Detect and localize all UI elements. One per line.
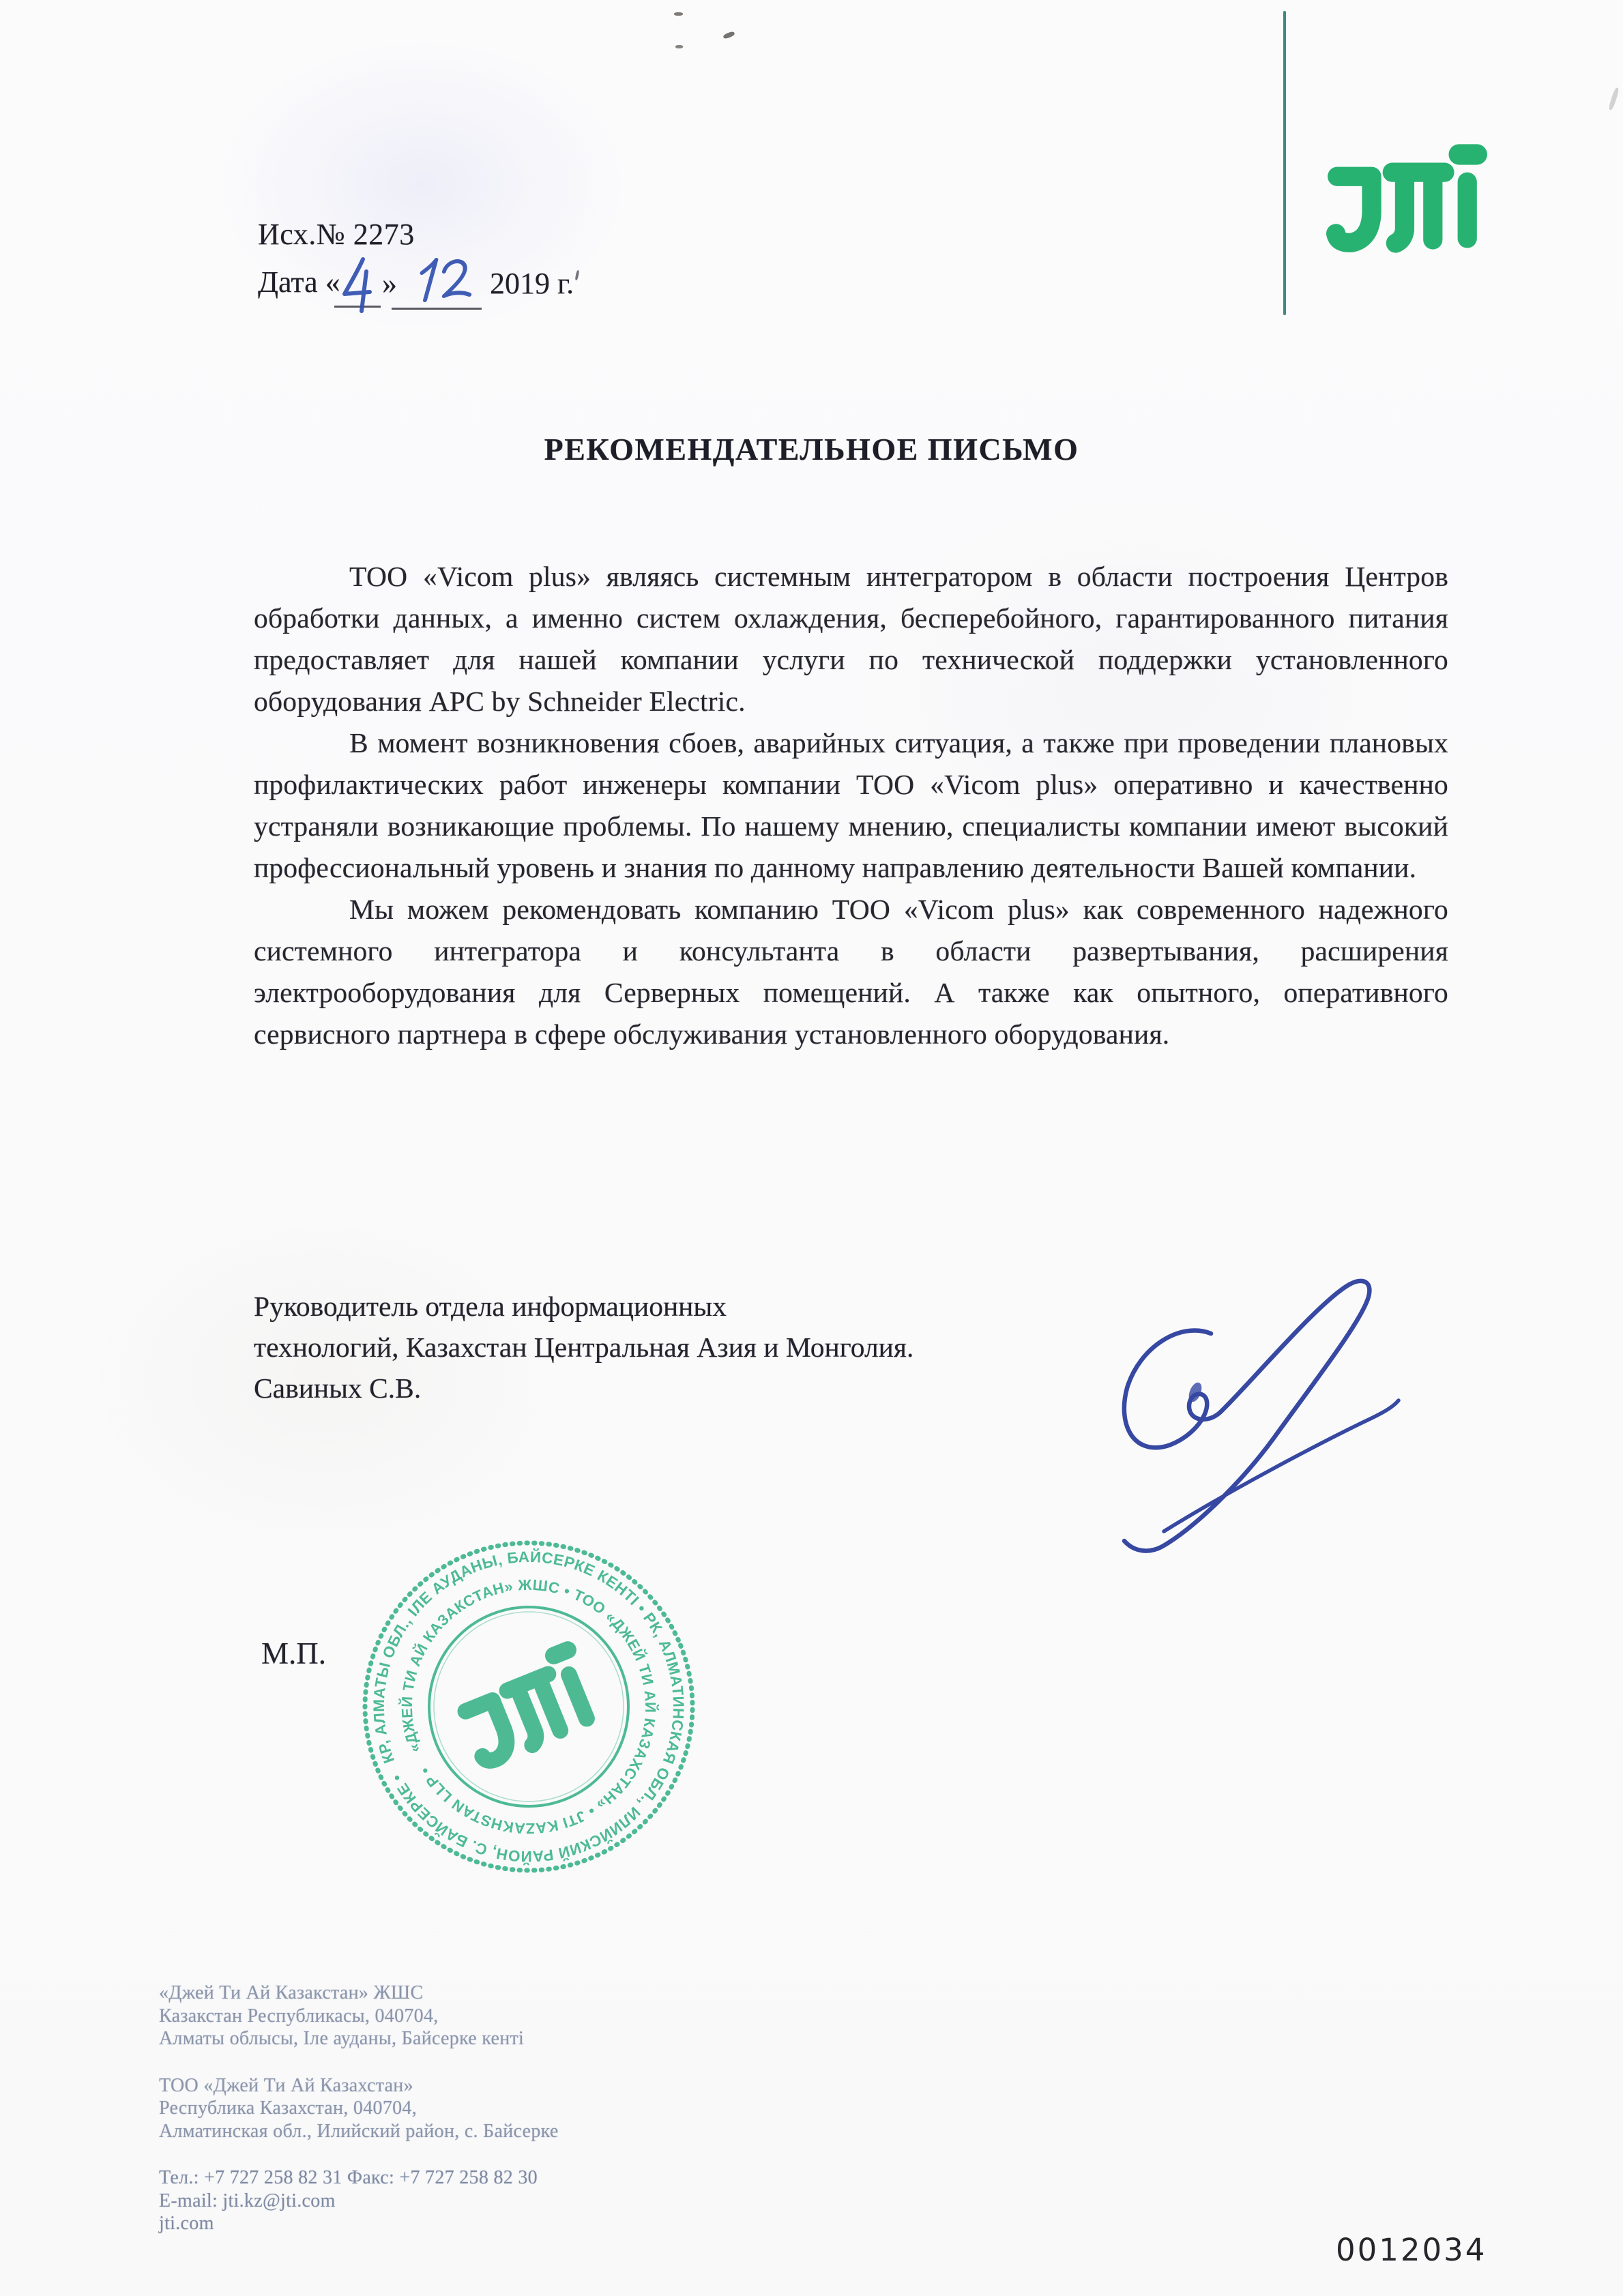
handwritten-signature	[1037, 1245, 1433, 1572]
scan-speck	[674, 12, 683, 16]
paragraph-3: Мы можем рекомендовать компанию ТОО «Vicom plus» как современного надежного системного интегратора и консультанта в области развертывания, расширения электрооборудования для Серверных помещений. А также как опытного, оперативного сервисного партнера в сфере обслуживания установленного оборудования.	[254, 894, 1448, 1050]
paragraph-2: В момент возникновения сбоев, аварийных ситуация, а также при проведении плановых профилактических работ инженеры компании ТОО «Vicom plus» оперативно и качественно устраняли возникающие проблемы. По нашему мнению, специалисты компании имеют высокий профессиональный уровень и знания по данному направлению деятельности Вашей компании.	[254, 727, 1448, 883]
date-line	[258, 265, 574, 300]
scan-speck	[675, 45, 683, 48]
outgoing-ref-number: Исх.№ 2273	[258, 218, 415, 251]
footer-contact-block	[159, 2166, 559, 2235]
footer-russian-block	[159, 2074, 559, 2143]
letter-body	[254, 556, 1448, 1055]
document-serial-number: 0012034	[1336, 2232, 1487, 2268]
scan-speck	[574, 270, 579, 281]
logo-t-left-leg	[1396, 174, 1405, 244]
footer-kazakh-block	[159, 1982, 559, 2050]
handwritten-month	[413, 256, 482, 311]
signoff-position-line1: Руководитель отдела информационных	[254, 1291, 727, 1322]
stamp-outer-ring-text: КР, АЛМАТЫ ОБЛ., ІЛЕ АУДАНЫ, БАЙСЕРКЕ КЕНТІ • РК, АЛМАТИНСКАЯ ОБЛ., ИЛИЙСКИЙ РАЙОН, С. БАЙСЕРКЕ •	[370, 1548, 688, 1866]
date-prefix: Дата «	[258, 265, 340, 299]
handwritten-day	[338, 255, 381, 315]
date-year: 2019 г.	[490, 267, 574, 300]
footer-address-block	[159, 1982, 559, 2259]
footer-line: Алматы облысы, Іле ауданы, Байсерке кенті	[159, 2028, 525, 2049]
signoff-block	[254, 1286, 913, 1409]
stamp-place-label: М.П.	[261, 1636, 327, 1671]
footer-line: ТОО «Джей Ти Ай Казахстан»	[159, 2074, 413, 2096]
logo-j-stem	[1336, 178, 1371, 243]
company-stamp	[358, 1536, 699, 1877]
scan-edge-line	[1283, 11, 1286, 315]
scan-speck	[1608, 87, 1620, 111]
footer-website-line: jti.com	[159, 2213, 214, 2234]
footer-line: Алматинская обл., Илийский район, с. Байсерке	[159, 2120, 559, 2142]
footer-line: Республика Казахстан, 040704,	[159, 2098, 418, 2119]
footer-line: Казакстан Республикасы, 040704,	[159, 2005, 439, 2027]
signoff-position-line2: технологий, Казахстан Центральная Азия и Монголия.	[254, 1331, 914, 1363]
footer-line: «Джей Ти Ай Казакстан» ЖШС	[159, 1982, 424, 2003]
stamp-jti-logo	[458, 1650, 596, 1764]
date-quote-close: »	[382, 267, 397, 300]
paragraph-1: ТОО «Vicom plus» являясь системным интегратором в области построения Центров обработки данных, а именно систем охлаждения, бесперебойного, гарантированного питания предоставляет для нашей компании услуги по технической поддержки установленного оборудования APC by Schneider Electric.	[254, 561, 1448, 717]
stamp-inner-ring-text: «ДЖЕЙ ТИ АЙ КАЗАКСТАН» ЖШС • ТОО «ДЖЕЙ ТИ АЙ КАЗАХСТАН» • JTI KAZAKHSTAN LLP •	[398, 1576, 660, 1838]
jti-logo	[1326, 138, 1491, 262]
footer-phone-line: Тел.: +7 727 258 82 31 Факс: +7 727 258 82 30	[159, 2167, 538, 2188]
letter-title: РЕКОМЕНДАТЕЛЬНОЕ ПИСЬМО	[544, 432, 1079, 467]
footer-email-line: E-mail: jti.kz@jti.com	[159, 2190, 336, 2211]
signoff-name: Савиных С.В.	[254, 1372, 422, 1404]
scan-speck	[722, 31, 735, 40]
